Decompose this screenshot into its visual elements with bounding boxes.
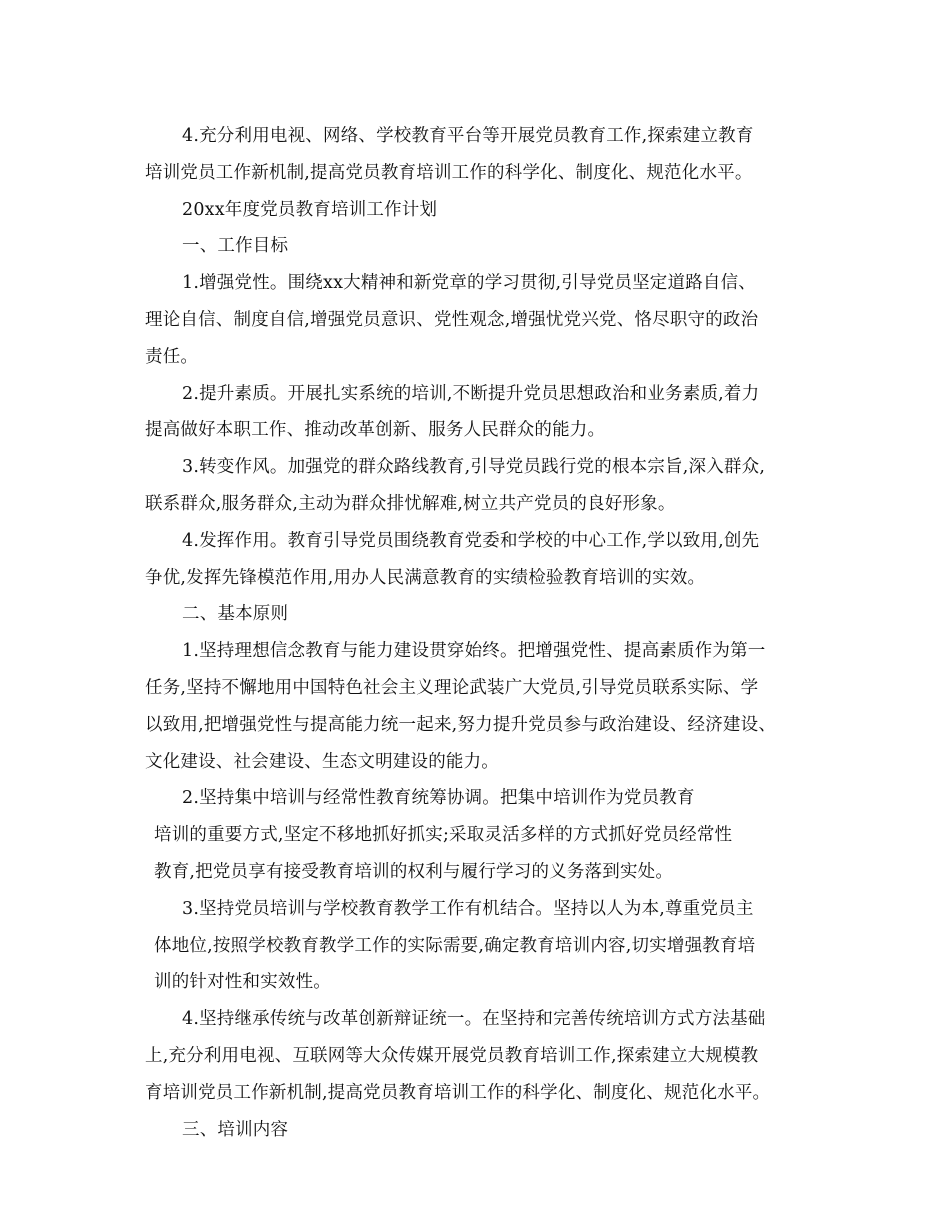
- text-line: 一、工作目标: [182, 236, 289, 257]
- text-line: 二、基本原则: [182, 604, 289, 625]
- text-line: 2.提升素质。开展扎实系统的培训,不断提升党员思想政治和业务素质,着力: [182, 383, 760, 404]
- text-line: 提高做好本职工作、推动改革创新、服务人民群众的能力。: [145, 420, 606, 441]
- text-line: 育培训党员工作新机制,提高党员教育培训工作的科学化、制度化、规范化水平。: [145, 1082, 771, 1103]
- text-line: 4.充分利用电视、网络、学校教育平台等开展党员教育工作,探索建立教育: [182, 126, 754, 146]
- text-line: 2.坚持集中培训与经常性教育统筹协调。把集中培训作为党员教育: [182, 788, 695, 809]
- text-line: 培训党员工作新机制,提高党员教育培训工作的科学化、制度化、规范化水平。: [145, 162, 753, 183]
- text-line: 理论自信、制度自信,增强党员意识、党性观念,增强忧党兴党、恪尽职守的政治: [145, 309, 759, 330]
- text-line: 3.坚持党员培训与学校教育教学工作有机结合。坚持以人为本,尊重党员主: [182, 898, 754, 919]
- text-line: 4.发挥作用。教育引导党员围绕教育党委和学校的中心工作,学以致用,创先: [182, 530, 760, 551]
- text-line: 上,充分利用电视、互联网等大众传媒开展党员教育培训工作,探索建立大规模教: [145, 1045, 759, 1066]
- text-line: 1.增强党性。围绕xx大精神和新党章的学习贯彻,引导党员坚定道路自信、: [182, 273, 756, 294]
- text-line: 培训的重要方式,坚定不移地抓好抓实;采取灵活多样的方式抓好党员经常性: [154, 825, 733, 846]
- text-line: 争优,发挥先锋模范作用,用办人民满意教育的实绩检验教育培训的实效。: [145, 567, 706, 588]
- text-line: 任务,坚持不懈地用中国特色社会主义理论武装广大党员,引导党员联系实际、学: [145, 677, 759, 698]
- text-line: 责任。: [145, 346, 199, 367]
- text-line: 文化建设、社会建设、生态文明建设的能力。: [145, 751, 499, 772]
- text-line: 体地位,按照学校教育教学工作的实际需要,确定教育培训内容,切实增强教育培: [154, 935, 756, 956]
- text-line: 3.转变作风。加强党的群众路线教育,引导党员践行党的根本宗旨,深入群众,: [182, 457, 766, 478]
- text-line: 1.坚持理想信念教育与能力建设贯穿始终。把增强党性、提高素质作为第一: [182, 641, 766, 662]
- text-line: 以致用,把增强党性与提高能力统一起来,努力提升党员参与政治建设、经济建设、: [145, 714, 777, 735]
- text-line: 20xx年度党员教育培训工作计划: [182, 199, 438, 220]
- text-line: 三、培训内容: [182, 1119, 289, 1140]
- text-line: 4.坚持继承传统与改革创新辩证统一。在坚持和完善传统培训方式方法基础: [182, 1009, 766, 1030]
- text-line: 训的针对性和实效性。: [154, 972, 331, 993]
- text-line: 联系群众,服务群众,主动为群众排忧解难,树立共产党员的良好形象。: [145, 493, 676, 514]
- text-line: 教育,把党员享有接受教育培训的权利与履行学习的义务落到实处。: [154, 861, 674, 882]
- document-body: [145, 118, 813, 1148]
